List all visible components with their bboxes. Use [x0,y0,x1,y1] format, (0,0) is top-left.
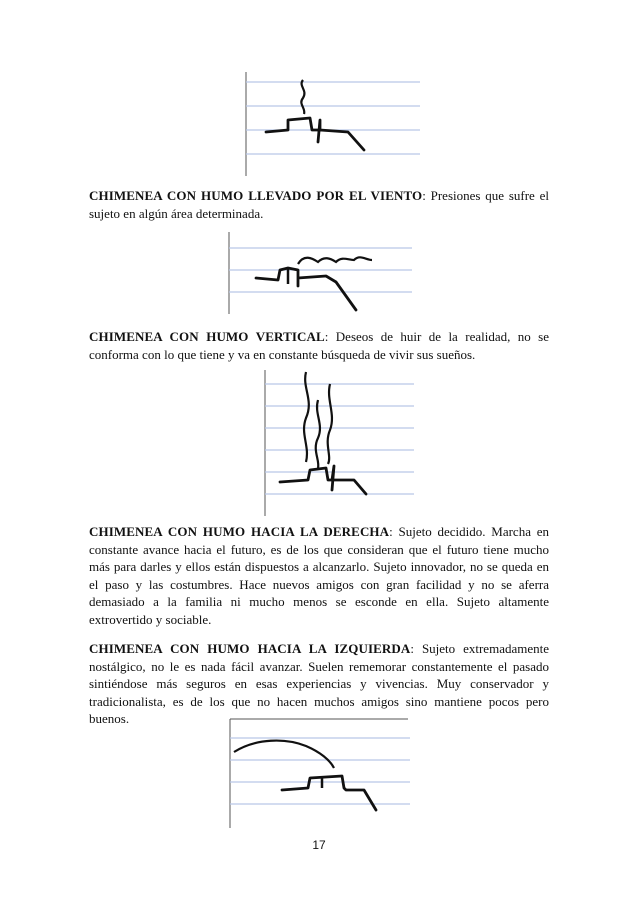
paragraph-smoke-right [89,523,549,628]
paragraph-smoke-vertical [89,328,549,363]
paragraph-smoke-left [89,640,549,728]
paragraph-text: Sujeto extremadamente nostálgico, no le es nada fácil avanzar. Suelen rememorar constantemente el pasado sintiéndose más seguros en esas experiencias y vivencias. Muy conservador y tradicionalista, es de los que no hacen muchos amigos sino mantiene pocos pero buenos. [89,641,549,726]
paragraph-text: Presiones que sufre el sujeto en algún área determinada. [89,188,549,221]
heading-separator: : [324,329,329,344]
paragraph-heading: CHIMENEA CON HUMO HACIA LA IZQUIERDA [89,641,411,656]
paragraph-heading: CHIMENEA CON HUMO VERTICAL [89,329,325,344]
figure-smoke-vertical [262,370,414,516]
heading-separator: : [389,524,393,539]
page-number: 17 [312,838,326,852]
figure-smoke-curving-left [226,716,410,828]
paragraph-text: Sujeto decidido. Marcha en constante avance hacia el futuro, es de los que consideran que el futuro tiene mucho más para darles y ellos están dispuestos a alcanzarlo. Sujeto innovador, no se queda en el paso y las costumbres. Hace nuevos amigos con gran facilidad y no se aferra demasiado a la familia ni mucho menos se esconde en ella. Sujeto altamente extrovertido y sociable. [89,524,549,627]
paragraph-heading: CHIMENEA CON HUMO HACIA LA DERECHA [89,524,390,539]
figure-smoke-blown-by-wind [240,72,420,176]
heading-separator: : [410,641,414,656]
figure-smoke-horizontal-wave [226,232,412,314]
heading-separator: : [422,188,426,203]
paragraph-smoke-blown-by-wind [89,187,549,222]
paragraph-heading: CHIMENEA CON HUMO LLEVADO POR EL VIENTO [89,188,423,203]
paragraph-text: Deseos de huir de la realidad, no se conforma con lo que tiene y va en constante búsqueda de vivir sus sueños. [89,329,549,362]
